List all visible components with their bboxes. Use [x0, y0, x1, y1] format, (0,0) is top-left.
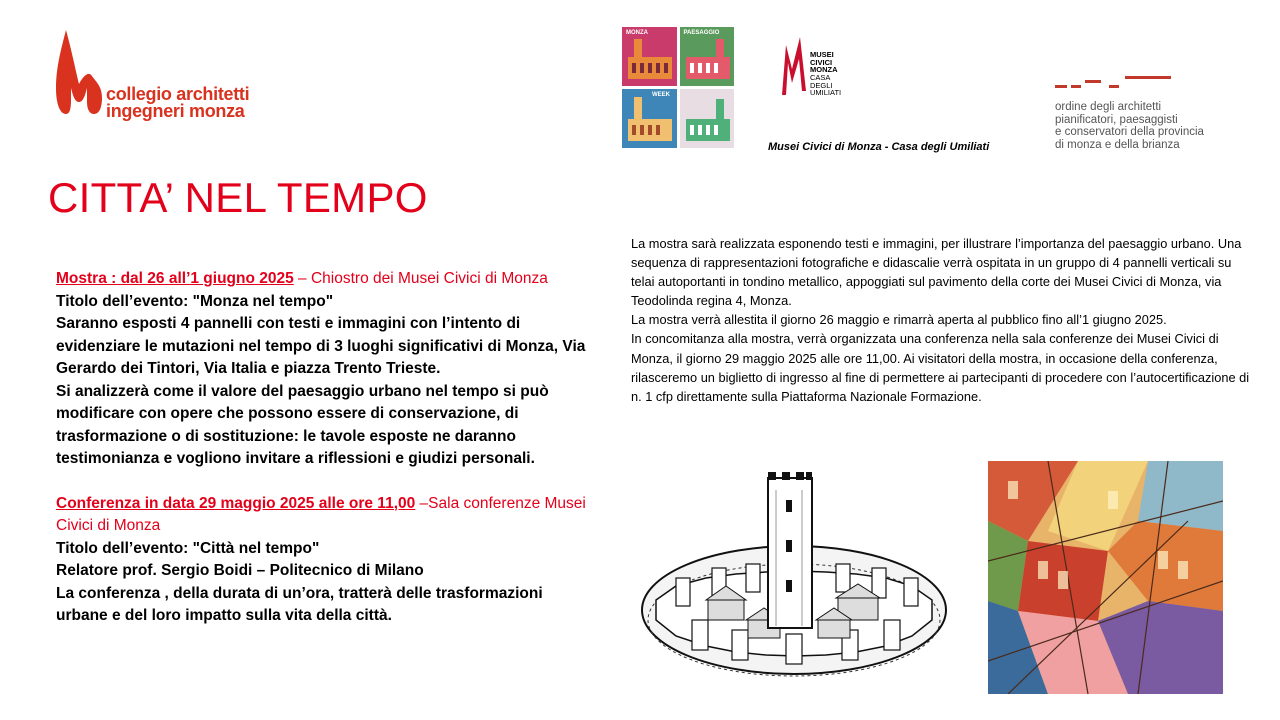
mostra-description: Saranno esposti 4 pannelli con testi e immagini con l’intento di evidenziare le mutazioni nel tempo di 3 luoghi significativi di Monza, Via Gerardo dei Tintori, Via Italia e piazza Trento Trieste.: [56, 315, 586, 377]
description-paragraph-1: La mostra sarà realizzata esponendo testi e immagini, per illustrare l’importanza del paesaggio urbano. Una sequenza di rappresentazioni fotografiche e didascalie verrà ospitata in un gruppo di 4 pannelli verticali su telai autoportanti in tondino metallico, appoggiati sul pavimento della corte dei Musei Civici di Monza, via Teodolinda regina 4, Monza.: [631, 236, 1242, 309]
collegio-logo: [52, 26, 282, 126]
collegio-m-mark: [52, 26, 108, 122]
tile-week: [622, 89, 677, 148]
page-title: CITTA’ NEL TEMPO: [48, 174, 428, 221]
musei-caption: Musei Civici di Monza - Casa degli Umiliati: [768, 141, 990, 153]
musei-logo-line: CASA: [810, 73, 831, 82]
collegio-line1: collegio architetti: [106, 84, 250, 104]
ordine-architetti-logo: [1055, 76, 1255, 156]
tile-four: [680, 89, 735, 148]
exhibition-description: [631, 234, 1251, 406]
walled-town-engraving: [636, 470, 954, 688]
musei-logo-line: UMILIATI: [810, 88, 842, 97]
description-paragraph-2: La mostra verrà allestita il giorno 26 maggio e rimarrà aperta al pubblico fino all’1 giugno 2025.: [631, 312, 1167, 328]
tile-label: MONZA: [626, 30, 648, 36]
painting-illustration: [988, 461, 1223, 694]
conferenza-title: Titolo dell’evento: "Città nel tempo": [56, 539, 320, 557]
mostra-location: – Chiostro dei Musei Civici di Monza: [293, 270, 548, 287]
ordine-mark: [1055, 76, 1175, 90]
musei-logo-line: MUSEI: [810, 50, 834, 59]
ordine-logo-line: pianificatori, paesaggisti: [1055, 113, 1178, 126]
engraving-illustration: [636, 470, 954, 688]
mostra-title: Titolo dell’evento: "Monza nel tempo": [56, 292, 334, 310]
musei-logo-line: CIVICI: [810, 57, 833, 67]
musei-logo-line: DEGLI: [810, 80, 833, 90]
tile-paesaggio: [680, 27, 735, 86]
musei-logo-line: MONZA: [810, 65, 838, 74]
building-icon: [680, 27, 735, 86]
conferenza-speaker: Relatore prof. Sergio Boidi – Politecnico di Milano: [56, 562, 424, 579]
conferenza-description: La conferenza , della durata di un’ora, tratterà delle trasformazioni urbane e del loro impatto sulla vita della città.: [56, 584, 543, 624]
tile-monza: [622, 27, 677, 86]
musei-m-mark: [778, 35, 810, 97]
ordine-logo-line: ordine degli architetti: [1055, 101, 1162, 113]
building-icon: [622, 89, 677, 148]
city-painting: [988, 461, 1223, 694]
conferenza-heading: Conferenza in data 29 maggio 2025 alle ore 11,00: [56, 494, 416, 512]
building-icon: [622, 27, 677, 86]
tile-label: PAESAGGIO: [683, 30, 720, 36]
mostra-heading: Mostra : dal 26 all’1 giugno 2025: [56, 270, 294, 287]
building-icon: [680, 89, 735, 148]
description-paragraph-3: In concomitanza alla mostra, verrà organizzata una conferenza nella sala conferenze dei Musei Civici di Monza, il giorno 29 maggio 2025 alle ore 11,00. Ai visitatori della mostra, in occasione della conferenza, rilasceremo un biglietto di ingresso al fine di permettere ai partecipanti di procedere con l’autocertificazione di n. 1 cfp direttamente sulla Piattaforma Nazionale Formazione.: [631, 331, 1250, 404]
tile-label: WEEK: [652, 92, 670, 98]
conferenza-location: –Sala conferenze Musei Civici di Monza: [56, 494, 586, 534]
event-details: [56, 268, 586, 628]
ordine-logo-line: e conservatori della provincia: [1055, 126, 1204, 138]
mostra-description-2: Si analizzerà come il valore del paesaggio urbano nel tempo si può modificare con opere che possono essere di conservazione, di trasformazione o di sostituzione: le tavole esposte ne daranno testimonianza e vogliono invitare a riflessioni e giudizi personali.: [56, 382, 549, 467]
monza-paesaggio-week-logo: [622, 27, 734, 148]
collegio-line2: ingegneri monza: [106, 101, 245, 121]
musei-civici-logo: [778, 35, 878, 105]
ordine-logo-line: di monza e della brianza: [1055, 138, 1180, 151]
